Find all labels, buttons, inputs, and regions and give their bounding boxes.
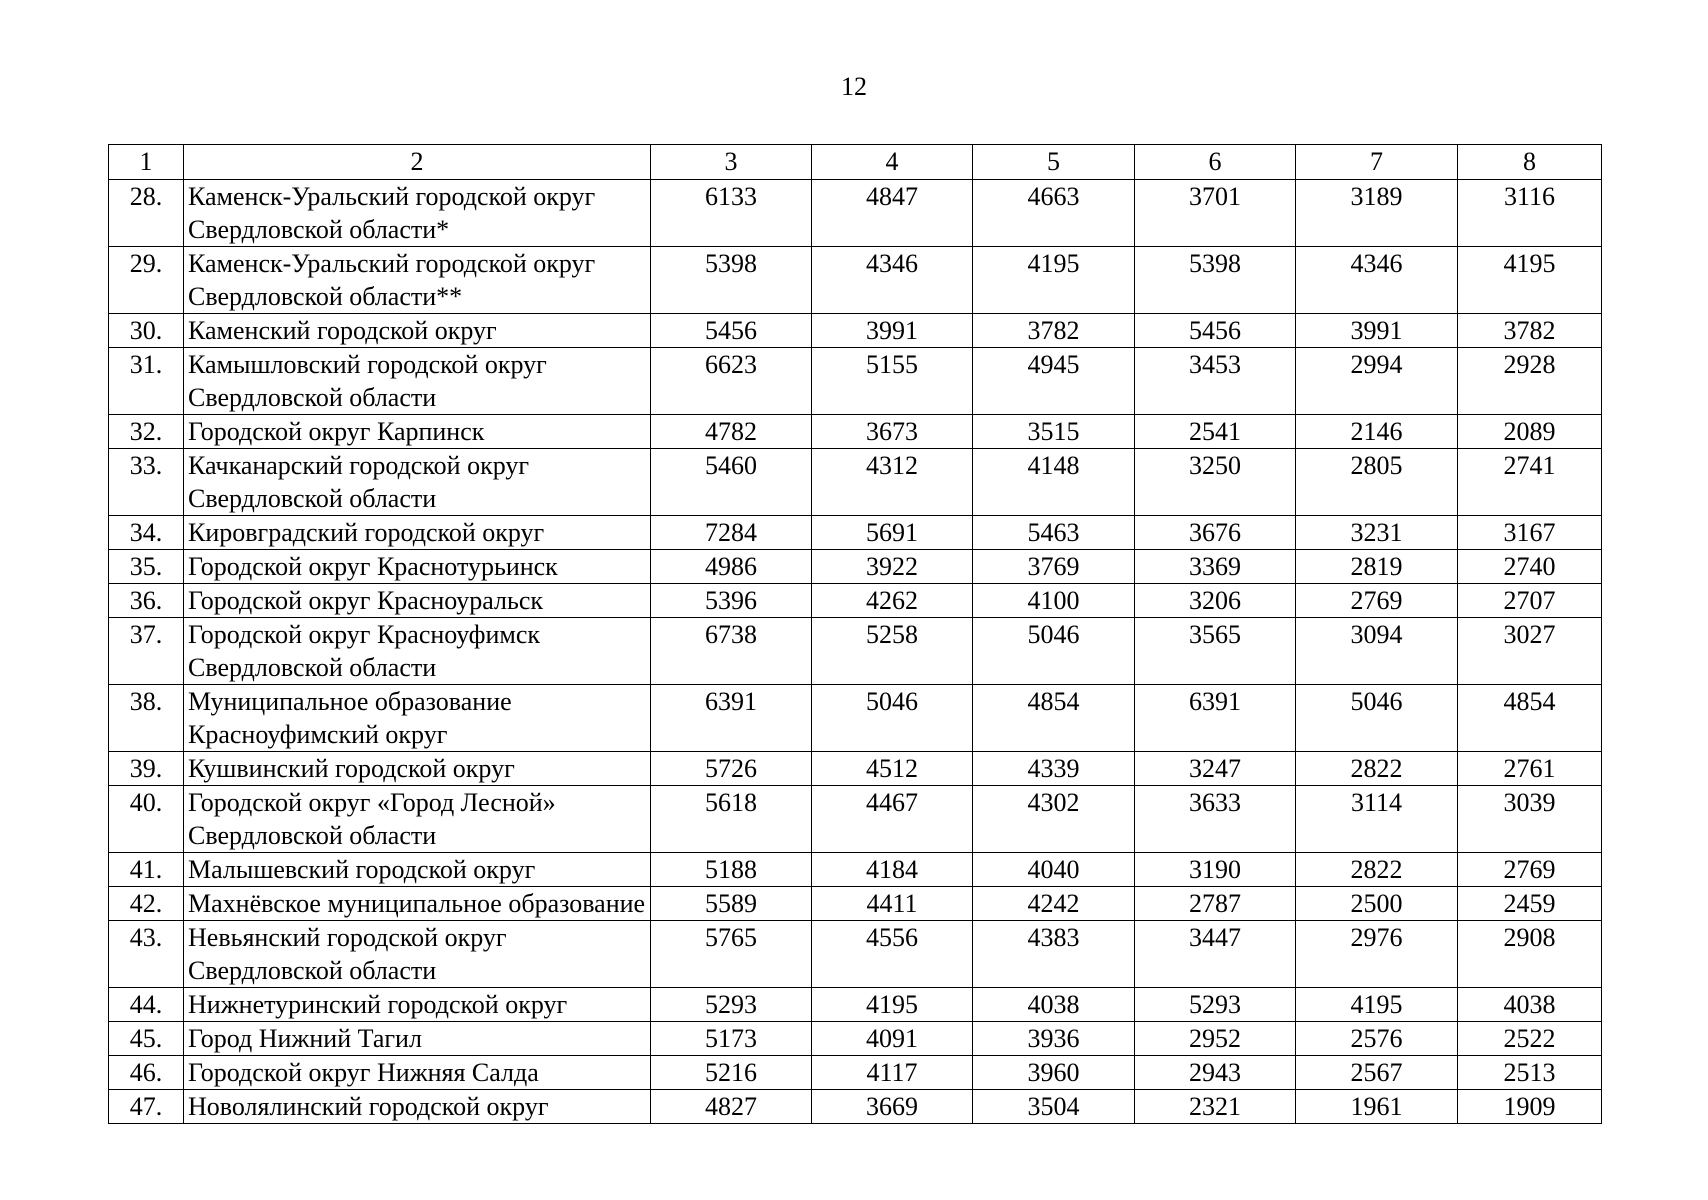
value-cell-col-7: 2822: [1296, 853, 1458, 887]
value-cell-col-4: 4346: [812, 247, 973, 314]
row-number-cell: 34.: [109, 516, 184, 550]
value-cell-col-8: 2522: [1458, 1022, 1602, 1056]
municipality-name-cell: Городской округ Нижняя Салда: [184, 1056, 651, 1090]
value-cell-col-5: 4663: [973, 180, 1135, 247]
value-cell-col-8: 2741: [1458, 449, 1602, 516]
value-cell-col-4: 3922: [812, 550, 973, 584]
value-cell-col-7: 2805: [1296, 449, 1458, 516]
row-number-cell: 47.: [109, 1090, 184, 1124]
value-cell-col-6: 3633: [1135, 786, 1296, 853]
value-cell-col-5: 5463: [973, 516, 1135, 550]
value-cell-col-3: 7284: [651, 516, 812, 550]
table-row: [109, 516, 1602, 550]
table-row: [109, 550, 1602, 584]
row-number-cell: 44.: [109, 988, 184, 1022]
value-cell-col-6: 3369: [1135, 550, 1296, 584]
table-row: [109, 988, 1602, 1022]
row-number-cell: 35.: [109, 550, 184, 584]
value-cell-col-8: 3116: [1458, 180, 1602, 247]
column-header: 8: [1458, 145, 1602, 180]
municipality-name-cell: Каменск-Уральский городской округ Свердловской области**: [184, 247, 651, 314]
value-cell-col-8: 4854: [1458, 685, 1602, 752]
value-cell-col-5: 3936: [973, 1022, 1135, 1056]
value-cell-col-6: 6391: [1135, 685, 1296, 752]
value-cell-col-7: 4195: [1296, 988, 1458, 1022]
value-cell-col-5: 4945: [973, 348, 1135, 415]
row-number-cell: 40.: [109, 786, 184, 853]
value-cell-col-3: 5293: [651, 988, 812, 1022]
value-cell-col-4: 3669: [812, 1090, 973, 1124]
value-cell-col-4: 5155: [812, 348, 973, 415]
value-cell-col-4: 4184: [812, 853, 973, 887]
value-cell-col-6: 3247: [1135, 752, 1296, 786]
column-header: 2: [184, 145, 651, 180]
table-row: [109, 415, 1602, 449]
value-cell-col-4: 4262: [812, 584, 973, 618]
table-row: [109, 1022, 1602, 1056]
municipality-name-cell: Муниципальное образование Красноуфимский округ: [184, 685, 651, 752]
table-row: [109, 180, 1602, 247]
row-number-cell: 31.: [109, 348, 184, 415]
value-cell-col-6: 2321: [1135, 1090, 1296, 1124]
value-cell-col-7: 3991: [1296, 314, 1458, 348]
value-cell-col-5: 4148: [973, 449, 1135, 516]
municipality-name-cell: Новолялинский городской округ: [184, 1090, 651, 1124]
value-cell-col-6: 3250: [1135, 449, 1296, 516]
value-cell-col-6: 3701: [1135, 180, 1296, 247]
value-cell-col-4: 4091: [812, 1022, 973, 1056]
value-cell-col-7: 2576: [1296, 1022, 1458, 1056]
page-number: 12: [841, 72, 867, 101]
value-cell-col-6: 3447: [1135, 921, 1296, 988]
header-row: [109, 145, 1602, 180]
municipality-name-cell: Кировградский городской округ: [184, 516, 651, 550]
row-number-cell: 30.: [109, 314, 184, 348]
value-cell-col-4: 4847: [812, 180, 973, 247]
value-cell-col-6: 5456: [1135, 314, 1296, 348]
value-cell-col-6: 3676: [1135, 516, 1296, 550]
column-header: 5: [973, 145, 1135, 180]
value-cell-col-4: 4195: [812, 988, 973, 1022]
value-cell-col-8: 3039: [1458, 786, 1602, 853]
value-cell-col-6: 2541: [1135, 415, 1296, 449]
row-number-cell: 42.: [109, 887, 184, 921]
value-cell-col-5: 3515: [973, 415, 1135, 449]
municipality-name-cell: Малышевский городской округ: [184, 853, 651, 887]
municipality-name-cell: Городской округ Краснотурьинск: [184, 550, 651, 584]
municipality-name-cell: Городской округ Красноуральск: [184, 584, 651, 618]
table-row: [109, 752, 1602, 786]
value-cell-col-7: 2976: [1296, 921, 1458, 988]
value-cell-col-8: 3027: [1458, 618, 1602, 685]
value-cell-col-5: 4195: [973, 247, 1135, 314]
row-number-cell: 38.: [109, 685, 184, 752]
value-cell-col-4: 3991: [812, 314, 973, 348]
value-cell-col-8: 2908: [1458, 921, 1602, 988]
municipality-name-cell: Камышловский городской округ Свердловской области: [184, 348, 651, 415]
value-cell-col-7: 5046: [1296, 685, 1458, 752]
row-number-cell: 28.: [109, 180, 184, 247]
municipality-name-cell: Каменский городской округ: [184, 314, 651, 348]
column-header: 6: [1135, 145, 1296, 180]
value-cell-col-7: 3114: [1296, 786, 1458, 853]
value-cell-col-4: 3673: [812, 415, 973, 449]
value-cell-col-8: 2707: [1458, 584, 1602, 618]
column-header: 7: [1296, 145, 1458, 180]
value-cell-col-3: 5726: [651, 752, 812, 786]
column-header: 4: [812, 145, 973, 180]
value-cell-col-8: 1909: [1458, 1090, 1602, 1124]
value-cell-col-7: 2822: [1296, 752, 1458, 786]
value-cell-col-6: 3565: [1135, 618, 1296, 685]
row-number-cell: 29.: [109, 247, 184, 314]
table-row: [109, 786, 1602, 853]
value-cell-col-5: 4242: [973, 887, 1135, 921]
value-cell-col-6: 3453: [1135, 348, 1296, 415]
municipality-name-cell: Каменск-Уральский городской округ Свердловской области*: [184, 180, 651, 247]
value-cell-col-6: 5398: [1135, 247, 1296, 314]
value-cell-col-7: 2500: [1296, 887, 1458, 921]
value-cell-col-4: 4411: [812, 887, 973, 921]
table-row: [109, 685, 1602, 752]
value-cell-col-3: 6623: [651, 348, 812, 415]
value-cell-col-5: 4854: [973, 685, 1135, 752]
value-cell-col-8: 2761: [1458, 752, 1602, 786]
value-cell-col-6: 3206: [1135, 584, 1296, 618]
value-cell-col-7: 1961: [1296, 1090, 1458, 1124]
value-cell-col-8: 3167: [1458, 516, 1602, 550]
value-cell-col-8: 4195: [1458, 247, 1602, 314]
value-cell-col-4: 4117: [812, 1056, 973, 1090]
value-cell-col-6: 5293: [1135, 988, 1296, 1022]
value-cell-col-3: 5589: [651, 887, 812, 921]
table-row: [109, 1090, 1602, 1124]
value-cell-col-7: 4346: [1296, 247, 1458, 314]
value-cell-col-5: 4100: [973, 584, 1135, 618]
value-cell-col-5: 4302: [973, 786, 1135, 853]
table-row: [109, 618, 1602, 685]
value-cell-col-5: 3782: [973, 314, 1135, 348]
municipality-name-cell: Городской округ Карпинск: [184, 415, 651, 449]
value-cell-col-8: 4038: [1458, 988, 1602, 1022]
table-body: [109, 180, 1602, 1124]
value-cell-col-7: 2769: [1296, 584, 1458, 618]
value-cell-col-3: 6738: [651, 618, 812, 685]
value-cell-col-5: 5046: [973, 618, 1135, 685]
value-cell-col-8: 3782: [1458, 314, 1602, 348]
column-header: 3: [651, 145, 812, 180]
value-cell-col-8: 2928: [1458, 348, 1602, 415]
table-row: [109, 348, 1602, 415]
value-cell-col-3: 5765: [651, 921, 812, 988]
municipality-name-cell: Городской округ Красноуфимск Свердловской области: [184, 618, 651, 685]
value-cell-col-4: 5691: [812, 516, 973, 550]
value-cell-col-7: 3094: [1296, 618, 1458, 685]
value-cell-col-7: 2819: [1296, 550, 1458, 584]
row-number-cell: 33.: [109, 449, 184, 516]
value-cell-col-3: 5188: [651, 853, 812, 887]
value-cell-col-3: 5396: [651, 584, 812, 618]
value-cell-col-3: 4782: [651, 415, 812, 449]
value-cell-col-7: 3231: [1296, 516, 1458, 550]
value-cell-col-3: 4986: [651, 550, 812, 584]
value-cell-col-4: 4512: [812, 752, 973, 786]
value-cell-col-7: 3189: [1296, 180, 1458, 247]
row-number-cell: 37.: [109, 618, 184, 685]
value-cell-col-8: 2459: [1458, 887, 1602, 921]
table-row: [109, 247, 1602, 314]
value-cell-col-6: 2943: [1135, 1056, 1296, 1090]
row-number-cell: 36.: [109, 584, 184, 618]
municipality-name-cell: Невьянский городской округ Свердловской области: [184, 921, 651, 988]
value-cell-col-3: 5456: [651, 314, 812, 348]
row-number-cell: 32.: [109, 415, 184, 449]
row-number-cell: 46.: [109, 1056, 184, 1090]
value-cell-col-3: 5618: [651, 786, 812, 853]
value-cell-col-6: 2952: [1135, 1022, 1296, 1056]
row-number-cell: 43.: [109, 921, 184, 988]
value-cell-col-4: 5258: [812, 618, 973, 685]
value-cell-col-5: 4038: [973, 988, 1135, 1022]
value-cell-col-5: 3504: [973, 1090, 1135, 1124]
value-cell-col-7: 2567: [1296, 1056, 1458, 1090]
municipality-name-cell: Кушвинский городской округ: [184, 752, 651, 786]
table-row: [109, 449, 1602, 516]
municipality-name-cell: Качканарский городской округ Свердловской области: [184, 449, 651, 516]
value-cell-col-8: 2089: [1458, 415, 1602, 449]
value-cell-col-6: 2787: [1135, 887, 1296, 921]
value-cell-col-8: 2740: [1458, 550, 1602, 584]
value-cell-col-4: 4467: [812, 786, 973, 853]
value-cell-col-5: 3960: [973, 1056, 1135, 1090]
value-cell-col-5: 3769: [973, 550, 1135, 584]
row-number-cell: 39.: [109, 752, 184, 786]
row-number-cell: 41.: [109, 853, 184, 887]
value-cell-col-8: 2769: [1458, 853, 1602, 887]
data-table: [108, 144, 1602, 1124]
value-cell-col-5: 4040: [973, 853, 1135, 887]
table-row: [109, 584, 1602, 618]
municipality-name-cell: Нижнетуринский городской округ: [184, 988, 651, 1022]
value-cell-col-3: 6133: [651, 180, 812, 247]
table-row: [109, 314, 1602, 348]
municipality-name-cell: Городской округ «Город Лесной» Свердловской области: [184, 786, 651, 853]
value-cell-col-4: 4312: [812, 449, 973, 516]
table-row: [109, 853, 1602, 887]
table-row: [109, 921, 1602, 988]
value-cell-col-3: 5460: [651, 449, 812, 516]
value-cell-col-8: 2513: [1458, 1056, 1602, 1090]
value-cell-col-7: 2146: [1296, 415, 1458, 449]
value-cell-col-7: 2994: [1296, 348, 1458, 415]
table-row: [109, 1056, 1602, 1090]
value-cell-col-3: 5173: [651, 1022, 812, 1056]
value-cell-col-4: 5046: [812, 685, 973, 752]
value-cell-col-6: 3190: [1135, 853, 1296, 887]
value-cell-col-3: 5398: [651, 247, 812, 314]
value-cell-col-3: 5216: [651, 1056, 812, 1090]
municipality-name-cell: Махнёвское муниципальное образование: [184, 887, 651, 921]
value-cell-col-3: 4827: [651, 1090, 812, 1124]
value-cell-col-3: 6391: [651, 685, 812, 752]
row-number-cell: 45.: [109, 1022, 184, 1056]
table-row: [109, 887, 1602, 921]
value-cell-col-5: 4339: [973, 752, 1135, 786]
value-cell-col-5: 4383: [973, 921, 1135, 988]
value-cell-col-4: 4556: [812, 921, 973, 988]
municipality-name-cell: Город Нижний Тагил: [184, 1022, 651, 1056]
column-header: 1: [109, 145, 184, 180]
